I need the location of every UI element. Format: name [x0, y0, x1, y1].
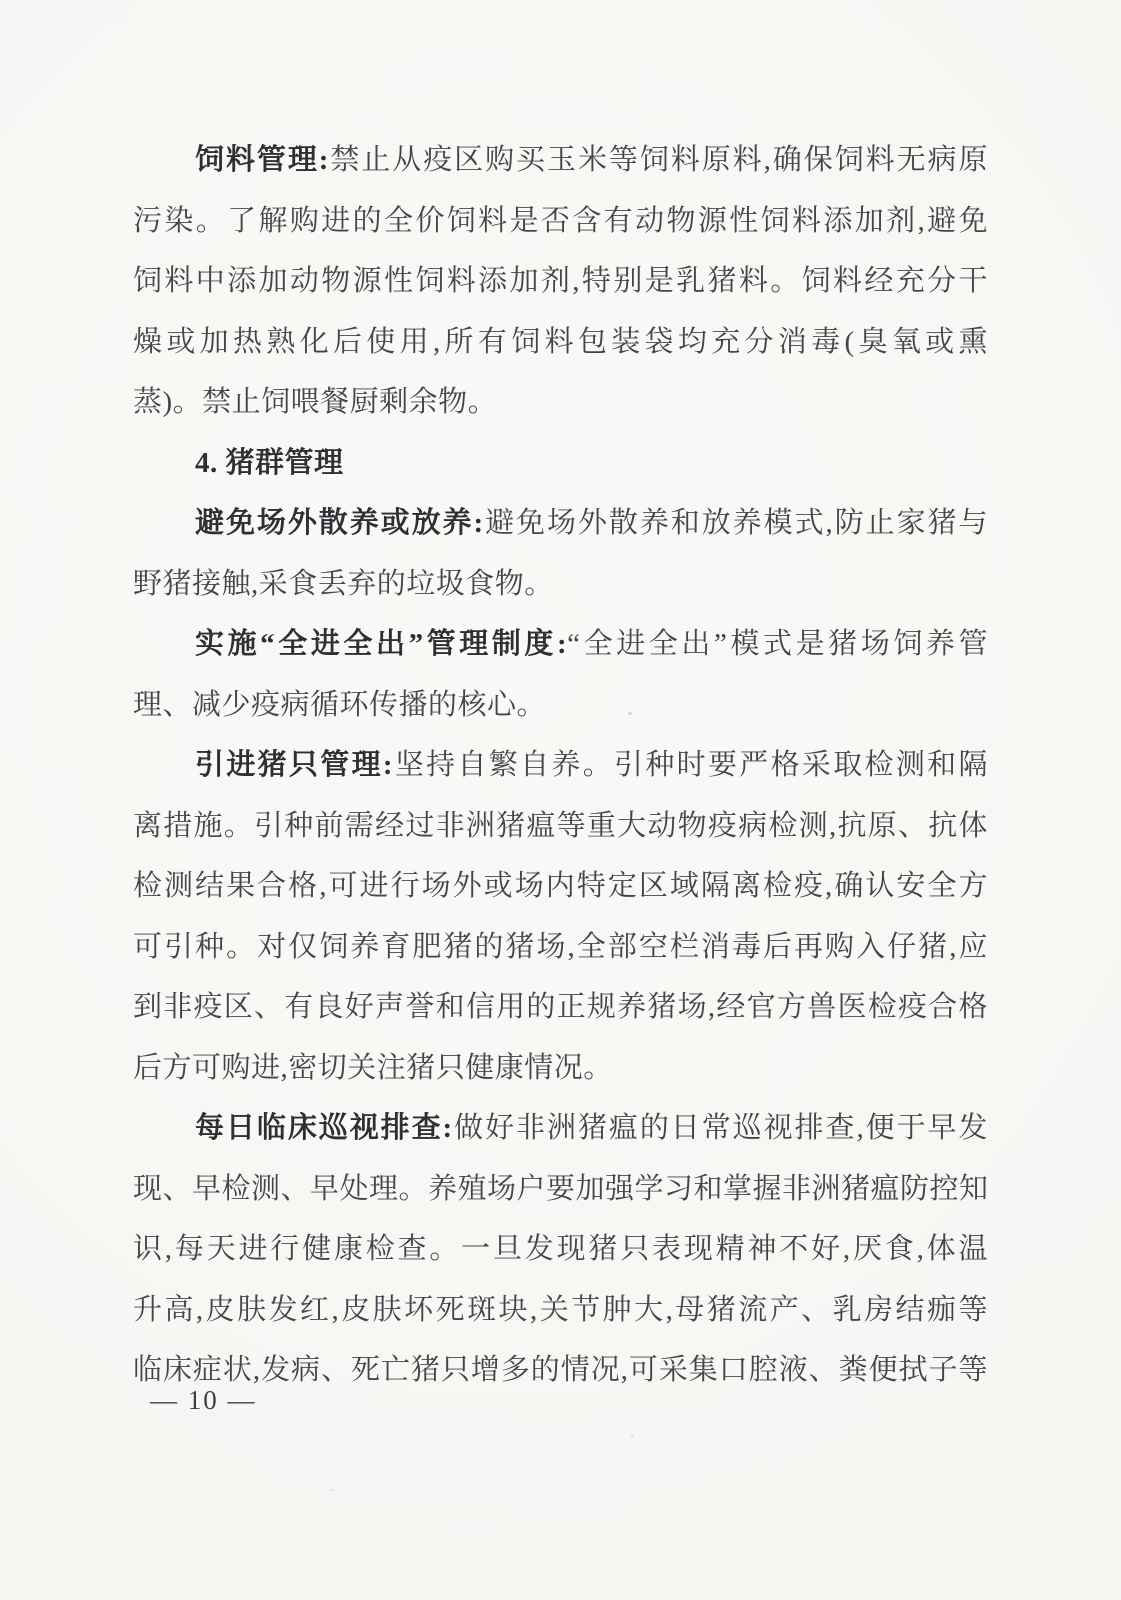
scan-speck: [628, 712, 632, 715]
line-text: 避免场外散养和放养模式,防止家猪与: [483, 507, 988, 539]
line-text: 理、减少疫病循环传播的核心。: [133, 688, 547, 721]
lead-in-bold: 每日临床巡视排查:: [195, 1112, 453, 1144]
lead-in-bold: 饲料管理:: [195, 144, 329, 176]
text-line: [133, 796, 988, 857]
text-line: [133, 1280, 988, 1341]
line-text: 污染。了解购进的全价饲料是否含有动物源性饲料添加剂,避免: [133, 204, 988, 237]
line-text: 禁止从疫区购买玉米等饲料原料,确保饲料无病原: [328, 144, 988, 176]
line-text: 升高,皮肤发红,皮肤坏死斑块,关节肿大,母猪流产、乳房结痂等: [133, 1293, 988, 1326]
text-line: [133, 191, 988, 252]
text-line: [133, 251, 988, 312]
line-text: 识,每天进行健康检查。一旦发现猪只表现精神不好,厌食,体温: [133, 1233, 988, 1265]
line-text: 坚持自繁自养。引种时要严格采取检测和隔: [393, 749, 988, 781]
text-line: [133, 493, 988, 554]
text-line: [133, 1098, 988, 1159]
line-text: 后方可购进,密切关注猪只健康情况。: [133, 1051, 613, 1084]
line-text: 到非疫区、有良好声誉和信用的正规养猪场,经官方兽医检疫合格: [133, 991, 988, 1023]
line-text: 燥或加热熟化后使用,所有饲料包装袋均充分消毒(臭氧或熏: [133, 325, 988, 358]
lead-in-bold: 4. 猪群管理: [195, 446, 344, 479]
text-line: [133, 675, 988, 736]
line-text: 可引种。对仅饲养育肥猪的猪场,全部空栏消毒后再购入仔猪,应: [133, 930, 988, 963]
text-line: [133, 1159, 988, 1220]
lead-in-bold: 引进猪只管理:: [195, 749, 394, 781]
text-line: [133, 433, 988, 494]
text-line: [133, 856, 988, 917]
text-line: [133, 735, 988, 796]
text-line: [133, 977, 988, 1038]
text-line: [133, 1219, 988, 1280]
text-line: [133, 312, 988, 373]
line-text: 检测结果合格,可进行场外或场内特定区域隔离检疫,确认安全方: [133, 870, 988, 902]
document-text-block: [133, 130, 988, 1401]
scan-speck: [330, 1489, 334, 1491]
text-line: [133, 1038, 988, 1099]
line-text: 临床症状,发病、死亡猪只增多的情况,可采集口腔液、粪便拭子等: [133, 1354, 988, 1386]
line-text: “全进全出”模式是猪场饲养管: [567, 628, 988, 660]
lead-in-bold: 避免场外散养或放养:: [195, 507, 484, 539]
page-number: — 10 —: [150, 1385, 257, 1415]
text-line: [133, 130, 988, 191]
text-line: [133, 917, 988, 978]
lead-in-bold: 实施“全进全出”管理制度:: [195, 628, 568, 660]
scan-speck: [631, 1435, 634, 1438]
text-line: [133, 1340, 988, 1401]
text-line: [133, 614, 988, 675]
text-line: [133, 372, 988, 433]
line-text: 野猪接触,采食丢弃的垃圾食物。: [133, 567, 554, 600]
line-text: 蒸)。禁止饲喂餐厨剩余物。: [133, 386, 498, 418]
line-text: 离措施。引种前需经过非洲猪瘟等重大动物疫病检测,抗原、抗体: [133, 809, 988, 842]
line-text: 现、早检测、早处理。养殖场户要加强学习和掌握非洲猪瘟防控知: [133, 1172, 989, 1205]
page-number-footer: [150, 1383, 257, 1417]
text-line: [133, 554, 988, 615]
line-text: 做好非洲猪瘟的日常巡视排查,便于早发: [452, 1112, 988, 1144]
line-text: 饲料中添加动物源性饲料添加剂,特别是乳猪料。饲料经充分干: [133, 265, 988, 297]
